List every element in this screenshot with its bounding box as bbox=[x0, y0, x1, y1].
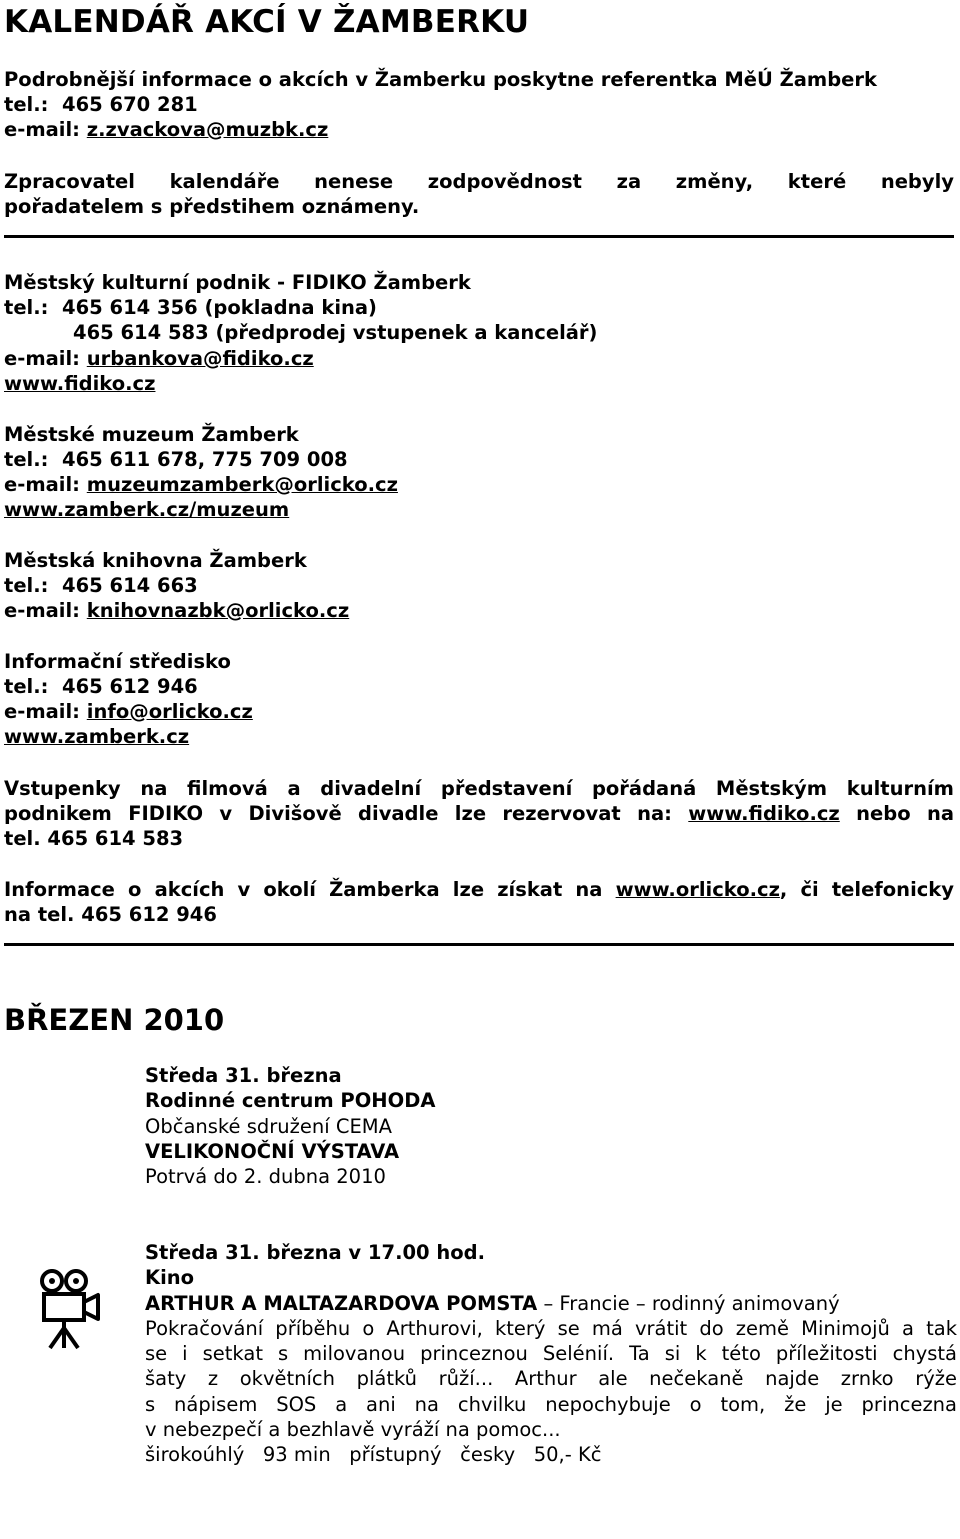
region-line-2: na tel. 465 612 946 bbox=[4, 903, 217, 926]
event-organizer: Občanské sdružení CEMA bbox=[145, 1114, 392, 1138]
info-web-link[interactable]: www.zamberk.cz bbox=[4, 725, 190, 748]
divider-top bbox=[4, 235, 954, 238]
fidiko-web-link[interactable]: www.fidiko.cz bbox=[4, 372, 156, 395]
muzeum-name: Městské muzeum Žamberk bbox=[4, 423, 299, 446]
muzeum-web-link[interactable]: www.zamberk.cz/muzeum bbox=[4, 498, 290, 521]
intro-tel bbox=[4, 92, 198, 117]
disclaimer-line-2: pořadatelem s předstihem oznámeny. bbox=[4, 195, 420, 218]
event-cinema bbox=[145, 1240, 957, 1468]
email-label: e-mail: bbox=[4, 700, 80, 723]
event-date: Středa 31. března v 17.00 hod. bbox=[145, 1241, 486, 1264]
orlicko-link[interactable]: www.orlicko.cz bbox=[615, 878, 780, 901]
info-name: Informační středisko bbox=[4, 650, 231, 673]
month-heading: BŘEZEN 2010 bbox=[4, 1003, 225, 1037]
email-label: e-mail: bbox=[4, 347, 80, 370]
email-label: e-mail: bbox=[4, 599, 80, 622]
event-title: VELIKONOČNÍ VÝSTAVA bbox=[145, 1139, 400, 1163]
tel-value: 465 670 281 bbox=[62, 93, 198, 116]
region-text-post: , či telefonicky bbox=[779, 878, 954, 901]
event-venue: Rodinné centrum POHODA bbox=[145, 1089, 436, 1113]
tel-label: tel.: bbox=[4, 296, 49, 319]
info-email bbox=[4, 699, 253, 724]
region-text: Informace o akcích v okolí Žamberka lze získat na bbox=[4, 878, 603, 901]
tel-value: 465 612 946 bbox=[62, 675, 198, 698]
fidiko-tel-1 bbox=[4, 295, 377, 320]
knihovna-name: Městská knihovna Žamberk bbox=[4, 549, 307, 572]
tickets-text-post: nebo na bbox=[856, 802, 954, 825]
email-link[interactable]: muzeumzamberk@orlicko.cz bbox=[86, 473, 398, 496]
fidiko-tel-2: 465 614 583 (předprodej vstupenek a kancelář) bbox=[73, 321, 598, 344]
fidiko-link[interactable]: www.fidiko.cz bbox=[688, 802, 840, 825]
tickets-line-2 bbox=[4, 801, 954, 826]
tickets-line-1: Vstupenky na filmová a divadelní představení pořádaná Městským kulturním bbox=[4, 777, 954, 800]
event-info: širokoúhlý 93 min přístupný česky 50,- Kč bbox=[145, 1443, 602, 1467]
email-label: e-mail: bbox=[4, 118, 80, 141]
event-venue: Kino bbox=[145, 1266, 195, 1290]
tel-label: tel.: bbox=[4, 448, 49, 471]
event-desc-3: šaty z okvětních plátků růží... Arthur ale nečekaně najde zrnko rýže bbox=[145, 1367, 957, 1391]
tel-value: 465 611 678, 775 709 008 bbox=[62, 448, 348, 471]
tel-label: tel.: bbox=[4, 675, 49, 698]
tel-value: 465 614 663 bbox=[62, 574, 198, 597]
event-date: Středa 31. března bbox=[145, 1064, 342, 1087]
event-exhibition bbox=[145, 1063, 957, 1189]
event-desc-1: Pokračování příběhu o Arthurovi, který se má vrátit do země Minimojů a tak bbox=[145, 1316, 957, 1340]
email-link[interactable]: urbankova@fidiko.cz bbox=[86, 347, 314, 370]
event-subtitle: – Francie – rodinný animovaný bbox=[543, 1291, 840, 1315]
fidiko-name: Městský kulturní podnik - FIDIKO Žamberk bbox=[4, 271, 471, 294]
divider-bottom bbox=[4, 943, 954, 946]
knihovna-tel bbox=[4, 573, 198, 598]
tickets-line-3: tel. 465 614 583 bbox=[4, 827, 184, 850]
event-title: ARTHUR A MALTAZARDOVA POMSTA bbox=[145, 1291, 538, 1315]
info-tel bbox=[4, 674, 198, 699]
muzeum-tel bbox=[4, 447, 348, 472]
event-note: Potrvá do 2. dubna 2010 bbox=[145, 1165, 386, 1189]
muzeum-email bbox=[4, 472, 398, 497]
tel-label: tel.: bbox=[4, 93, 49, 116]
email-link[interactable]: knihovnazbk@orlicko.cz bbox=[86, 599, 350, 622]
event-desc-4: s nápisem SOS a ani na chvilku nepochybuje o tom, že je princezna bbox=[145, 1392, 957, 1416]
fidiko-email bbox=[4, 346, 314, 371]
disclaimer-line-1: Zpracovatel kalendáře nenese zodpovědnost za změny, které nebyly bbox=[4, 170, 954, 193]
email-link[interactable]: z.zvackova@muzbk.cz bbox=[86, 118, 329, 141]
event-title-line bbox=[145, 1291, 957, 1316]
intro-email bbox=[4, 117, 328, 142]
email-link[interactable]: info@orlicko.cz bbox=[86, 700, 253, 723]
knihovna-email bbox=[4, 598, 349, 623]
event-desc-5: v nebezpečí a bezhlavě vyráží na pomoc... bbox=[145, 1418, 561, 1442]
tickets-text: podnikem FIDIKO v Divišově divadle lze rezervovat na: bbox=[4, 802, 672, 825]
tel-label: tel.: bbox=[4, 574, 49, 597]
email-label: e-mail: bbox=[4, 473, 80, 496]
event-desc-2: se i setkat s milovanou princeznou Selénií. Ta si k této příležitosti chystá bbox=[145, 1342, 957, 1366]
tel-value: 465 614 356 (pokladna kina) bbox=[62, 296, 377, 319]
page-title: KALENDÁŘ AKCÍ V ŽAMBERKU bbox=[4, 4, 530, 40]
region-line-1 bbox=[4, 877, 954, 902]
intro-info-line: Podrobnější informace o akcích v Žamberku poskytne referentka MěÚ Žamberk bbox=[4, 68, 877, 91]
film-camera-icon bbox=[38, 1268, 106, 1350]
